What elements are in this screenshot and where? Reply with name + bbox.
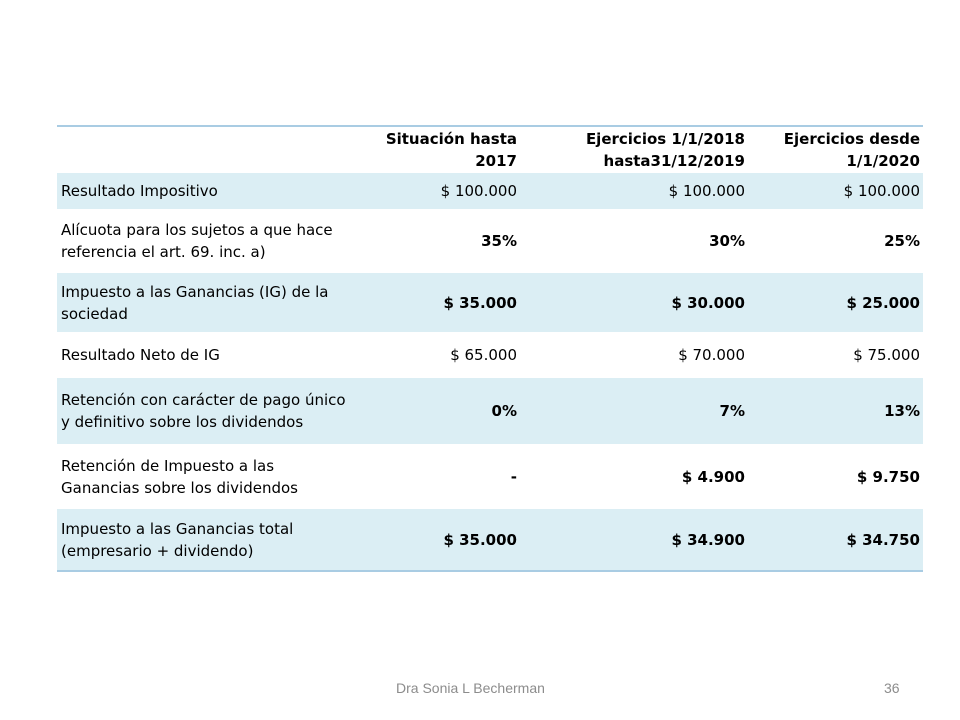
row-label: Impuesto a las Ganancias (IG) de la sociedad bbox=[57, 273, 360, 332]
cell-value: 13% bbox=[748, 378, 923, 444]
cell-value: $ 100.000 bbox=[748, 173, 923, 209]
row-label: Resultado Impositivo bbox=[57, 173, 360, 209]
cell-value: $ 34.750 bbox=[748, 509, 923, 571]
table-row bbox=[57, 509, 923, 571]
cell-value: 7% bbox=[520, 378, 748, 444]
cell-value: 25% bbox=[748, 209, 923, 273]
table-row bbox=[57, 173, 923, 209]
cell-value: 0% bbox=[360, 378, 520, 444]
table-row bbox=[57, 209, 923, 273]
cell-value: - bbox=[360, 444, 520, 509]
row-label: Retención con carácter de pago único y definitivo sobre los dividendos bbox=[57, 378, 360, 444]
row-label: Impuesto a las Ganancias total (empresario + dividendo) bbox=[57, 509, 360, 571]
cell-value: $ 25.000 bbox=[748, 273, 923, 332]
table-row bbox=[57, 378, 923, 444]
footer-author: Dra Sonia L Becherman bbox=[396, 680, 545, 696]
cell-value: $ 9.750 bbox=[748, 444, 923, 509]
cell-value: $ 70.000 bbox=[520, 332, 748, 378]
cell-value: $ 34.900 bbox=[520, 509, 748, 571]
cell-value: $ 4.900 bbox=[520, 444, 748, 509]
page-number: 36 bbox=[884, 680, 900, 696]
slide-footer bbox=[0, 678, 960, 698]
cell-value: $ 35.000 bbox=[360, 509, 520, 571]
header-empty bbox=[57, 126, 360, 173]
table-row bbox=[57, 444, 923, 509]
cell-value: 35% bbox=[360, 209, 520, 273]
cell-value: $ 100.000 bbox=[520, 173, 748, 209]
table-row bbox=[57, 273, 923, 332]
cell-value: $ 75.000 bbox=[748, 332, 923, 378]
table-row bbox=[57, 332, 923, 378]
tax-comparison-table bbox=[57, 125, 923, 572]
header-ejercicios-2018-2019: Ejercicios 1/1/2018 hasta31/12/2019 bbox=[520, 126, 748, 173]
cell-value: $ 30.000 bbox=[520, 273, 748, 332]
cell-value: 30% bbox=[520, 209, 748, 273]
cell-value: $ 35.000 bbox=[360, 273, 520, 332]
cell-value: $ 65.000 bbox=[360, 332, 520, 378]
row-label: Resultado Neto de IG bbox=[57, 332, 360, 378]
cell-value: $ 100.000 bbox=[360, 173, 520, 209]
row-label: Alícuota para los sujetos a que hace referencia el art. 69. inc. a) bbox=[57, 209, 360, 273]
header-ejercicios-2020: Ejercicios desde 1/1/2020 bbox=[748, 126, 923, 173]
table-header-row bbox=[57, 126, 923, 173]
row-label: Retención de Impuesto a las Ganancias sobre los dividendos bbox=[57, 444, 360, 509]
header-situacion-2017: Situación hasta 2017 bbox=[360, 126, 520, 173]
